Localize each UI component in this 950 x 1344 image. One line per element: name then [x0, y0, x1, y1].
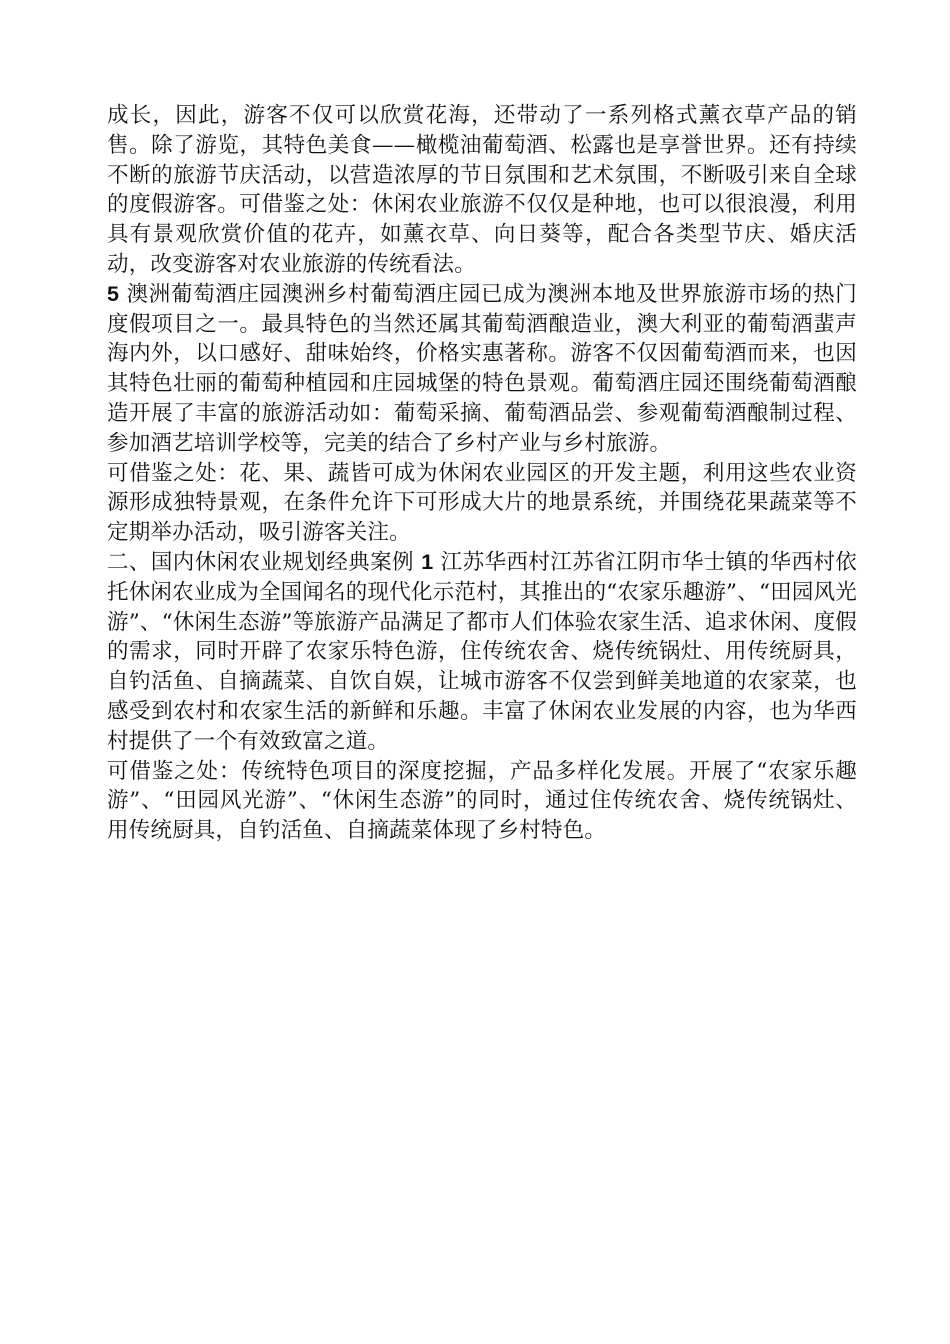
paragraph-text: 可借鉴之处：传统特色项目的深度挖掘，产品多样化发展。开展了“农家乐趣游”、“田园风光游”、“休闲生态游”的同时，通过住传统农舍、烧传统锅灶、用传统厨具，自钓活鱼、自摘蔬菜体现了乡村特色。: [107, 758, 857, 844]
paragraph-text: 澳洲葡萄酒庄园澳洲乡村葡萄酒庄园已成为澳洲本地及世界旅游市场的热门度假项目之一。最具特色的当然还属其葡萄酒酿造业，澳大利亚的葡萄酒蜚声海内外，以口感好、甜味始终，价格实惠著称。游客不仅因葡萄酒而来，也因其特色壮丽的葡萄种植园和庄园城堡的特色景观。葡萄酒庄园还围绕葡萄酒酿造开展了丰富的旅游活动如：葡萄采摘、葡萄酒品尝、参观葡萄酒酿制过程、参加酒艺培训学校等，完美的结合了乡村产业与乡村旅游。: [107, 281, 857, 456]
paragraph-provence-lavender: [107, 101, 857, 280]
case-number: 1: [421, 549, 434, 574]
section-heading: 二、国内休闲农业规划经典案例: [107, 549, 422, 575]
paragraph-australia-winery: [107, 280, 857, 459]
paragraph-text: 可借鉴之处：花、果、蔬皆可成为休闲农业园区的开发主题，利用这些农业资源形成独特景观，在条件允许下可形成大片的地景系统，并围绕花果蔬菜等不定期举办活动，吸引游客关注。: [107, 460, 857, 546]
paragraph-text: 江苏华西村江苏省江阴市华士镇的华西村依托休闲农业成为全国闻名的现代化示范村，其推出的“农家乐趣游”、“田园风光游”、“休闲生态游”等旅游产品满足了都市人们体验农家生活、追求休闲、度假的需求，同时开辟了农家乐特色游，住传统农舍、烧传统锅灶、用传统厨具，自钓活鱼、自摘蔬菜、自饮自娱，让城市游客不仅尝到鲜美地道的农家菜，也感受到农村和农家生活的新鲜和乐趣。丰富了休闲农业发展的内容，也为华西村提供了一个有效致富之道。: [107, 549, 857, 754]
paragraph-lessons-flowers-fruits: [107, 459, 857, 548]
paragraph-huaxi-village: [107, 548, 857, 757]
case-number: 5: [107, 281, 120, 306]
paragraph-lessons-traditional: [107, 757, 857, 846]
paragraph-text: 成长，因此，游客不仅可以欣赏花海，还带动了一系列格式薰衣草产品的销售。除了游览，其特色美食——橄榄油葡萄酒、松露也是享誉世界。还有持续不断的旅游节庆活动，以营造浓厚的节日氛围和艺术氛围，不断吸引来自全球的度假游客。可借鉴之处：休闲农业旅游不仅仅是种地，也可以很浪漫，利用具有景观欣赏价值的花卉，如薰衣草、向日葵等，配合各类型节庆、婚庆活动，改变游客对农业旅游的传统看法。: [107, 103, 857, 277]
document-body: [107, 101, 857, 846]
